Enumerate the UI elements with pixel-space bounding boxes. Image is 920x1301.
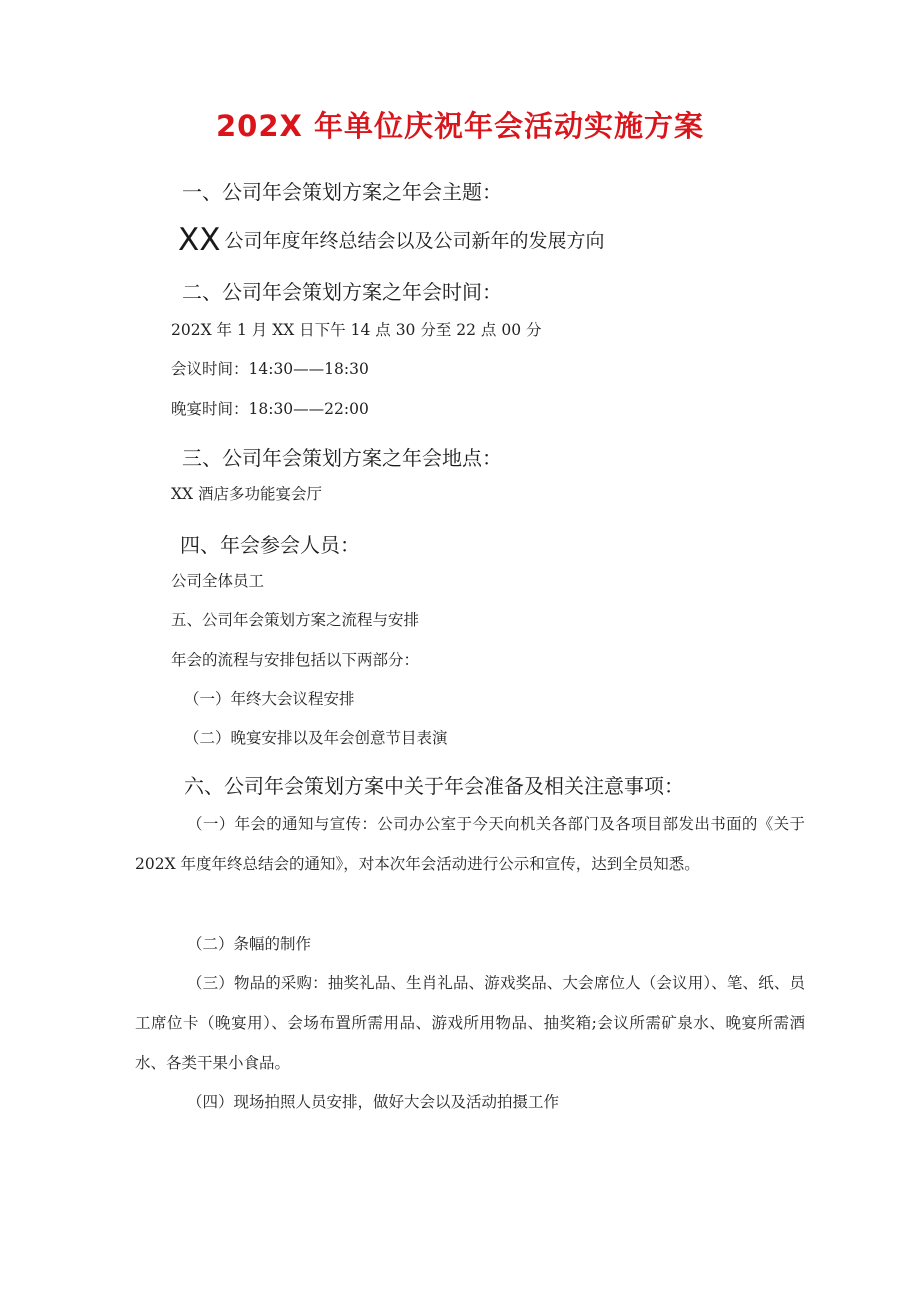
theme-prefix: XX [178,222,221,258]
section5-heading: 五、公司年会策划方案之流程与安排 [171,611,420,629]
flow-item-2: （二）晚宴安排以及年会创意节目表演 [184,729,448,747]
theme-text: 公司年度年终总结会以及公司新年的发展方向 [224,230,605,252]
prep-item-4: （四）现场拍照人员安排，做好大会以及活动拍摄工作 [187,1093,560,1111]
meeting-time: 会议时间：14:30——18:30 [171,360,369,378]
prep-item-2: （二）条幅的制作 [187,935,312,953]
section3-heading: 三、公司年会策划方案之年会地点： [182,446,502,470]
section6-heading: 六、公司年会策划方案中关于年会准备及相关注意事项： [184,774,684,798]
time-line: 202X 年 1 月 XX 日下午 14 点 30 分至 22 点 00 分 [171,321,542,339]
attendees-text: 公司全体员工 [171,572,265,590]
flow-item-1: （一）年终大会议程安排 [184,690,355,708]
prep-item-3: （三）物品的采购：抽奖礼品、生肖礼品、游戏奖品、大会席位人（会议用）、笔、纸、员工席位卡（晚宴用）、会场布置所需用品、游戏所用物品、抽奖箱;会议所需矿泉水、晚宴所需酒水、各类干果小食品。 [135,974,805,1072]
section1-heading: 一、公司年会策划方案之年会主题： [182,180,502,204]
section2-heading: 二、公司年会策划方案之年会时间： [182,280,502,304]
venue-text: XX 酒店多功能宴会厅 [171,485,322,503]
prep-item-1: （一）年会的通知与宣传：公司办公室于今天向机关各部门及各项目部发出书面的《关于 202X 年度年终总结会的通知》，对本次年会活动进行公示和宣传，达到全员知悉。 [135,815,805,873]
section4-heading: 四、年会参会人员： [180,533,360,557]
document-title: 202X 年单位庆祝年会活动实施方案 [216,109,704,143]
banquet-time: 晚宴时间：18:30——22:00 [171,400,369,418]
theme-line [178,222,605,258]
flow-intro: 年会的流程与安排包括以下两部分： [171,651,420,669]
